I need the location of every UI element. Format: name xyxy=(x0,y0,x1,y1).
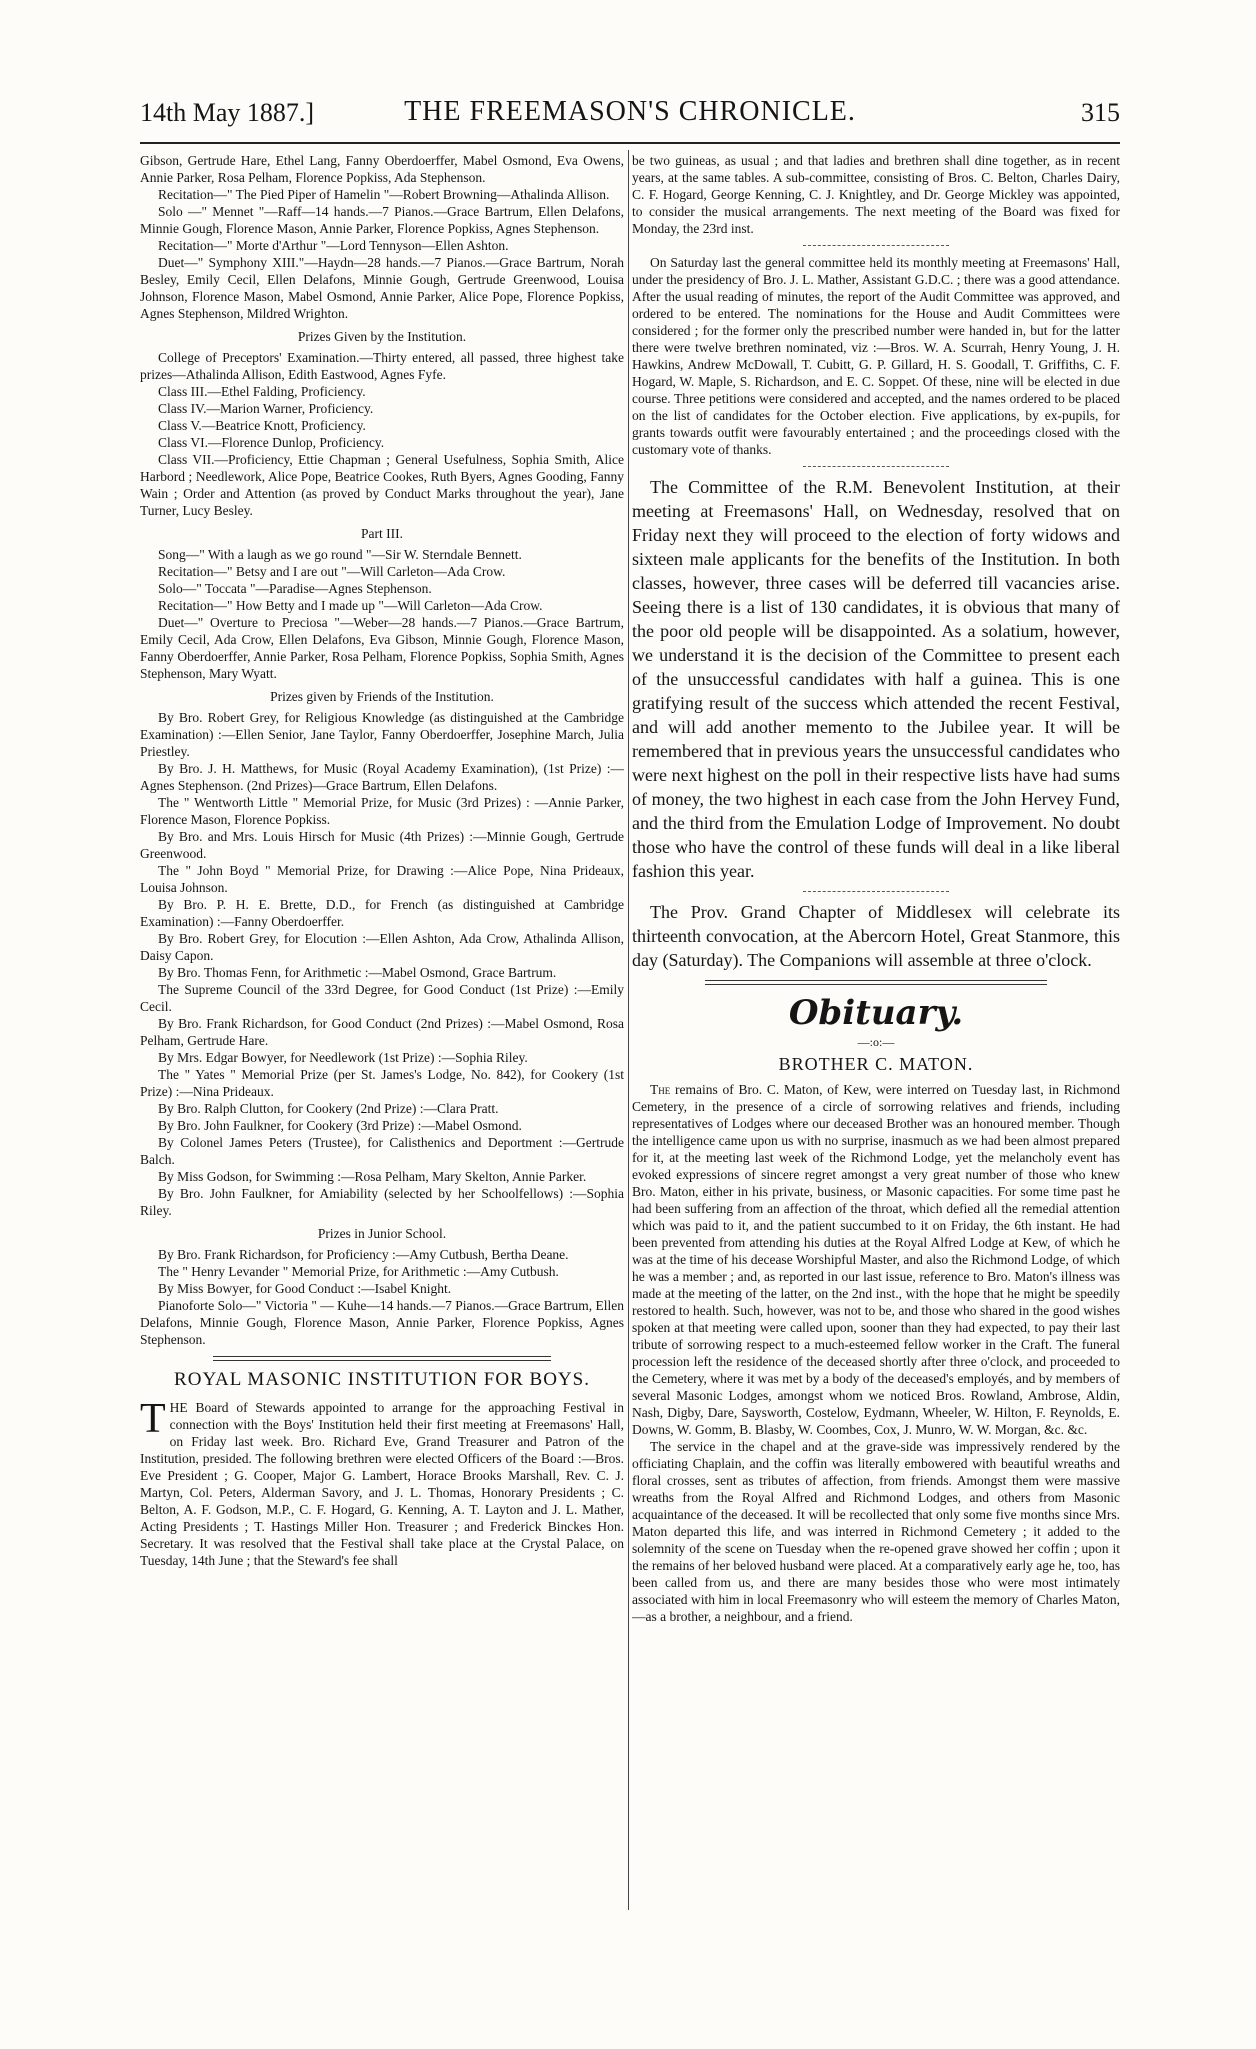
programme-item: Recitation—" The Pied Piper of Hamelin "—Robert Browning—Athalinda Allison. xyxy=(158,187,610,202)
friend-prize-item: By Mrs. Edgar Bowyer, for Needlework (1st Prize) :—Sophia Riley. xyxy=(158,1050,528,1065)
obituary-lead-word: The xyxy=(650,1082,671,1097)
prizes-heading: Prizes Given by the Institution. xyxy=(297,329,467,344)
prize-item: Class VII.—Proficiency, Ettie Chapman ; General Usefulness, Sophia Smith, Alice Harbord ; Needlework, Alice Pope, Beatrice Cookes, Ruth Byers, Agnes Gooding, Fanny Wain ; Order and Attention (as proved by Conduct Marks throughout the year), Jane Turner, Lucy Besley. xyxy=(140,452,624,518)
friend-prize-item: By Bro. John Faulkner, for Amiability (selected by her Schoolfellows) :—Sophia Riley. xyxy=(140,1186,624,1218)
obituary-paragraph xyxy=(632,1081,1120,1438)
chapter-paragraph: The Prov. Grand Chapter of Middlesex will celebrate its thirteenth convocation, at the Abercorn Hotel, Great Stanmore, this day (Saturday). The Companions will assemble at three o'clock. xyxy=(632,902,1120,970)
friend-prize-item: By Bro. Frank Richardson, for Good Conduct (2nd Prizes) :—Mabel Osmond, Rosa Pelham, Gertrude Hare. xyxy=(140,1016,624,1048)
junior-prize-item: Pianoforte Solo—" Victoria " — Kuhe—14 hands.—7 Pianos.—Grace Bartrum, Ellen Delafons, Minnie Gough, Florence Mason, Annie Parker, Florence Popkiss, Agnes Stephenson. xyxy=(140,1298,624,1347)
short-divider xyxy=(803,245,949,246)
friend-prize-item: The " Wentworth Little " Memorial Prize, for Music (3rd Prizes) : —Annie Parker, Florence Mason, Florence Popkiss. xyxy=(140,795,624,827)
performer-list: Gibson, Gertrude Hare, Ethel Lang, Fanny Oberdoerffer, Mabel Osmond, Eva Owens, Annie Parker, Rosa Pelham, Florence Popkiss, Ada Stephenson. xyxy=(140,153,624,185)
boys-institution-title: ROYAL MASONIC INSTITUTION FOR BOYS. xyxy=(174,1369,590,1390)
prize-item: Class VI.—Florence Dunlop, Proficiency. xyxy=(158,435,385,450)
programme-item: Song—" With a laugh as we go round "—Sir W. Sterndale Bennett. xyxy=(158,547,522,562)
friend-prize-item: By Bro. J. H. Matthews, for Music (Royal Academy Examination), (1st Prize) :—Agnes Stephenson. (2nd Prizes)—Grace Bartrum, Ellen Delafons. xyxy=(140,761,624,793)
short-divider xyxy=(803,466,949,467)
general-committee-paragraph: On Saturday last the general committee held its monthly meeting at Freemasons' Hall, under the presidency of Bro. J. L. Mather, Assistant G.D.C. ; there was a good attendance. After the usual reading of minutes, the report of the Audit Committee was approved, and ordered to be entered. The nominations for the House and Audit Committees were considered ; for the former only the prescribed number were handed in, but for the latter there were twelve brethren nominated, viz :—Bros. W. A. Scurrah, Henry Young, J. H. Hawkins, Andrew McDowall, T. Cubitt, G. P. Gillard, H. S. Goodall, T. Griffiths, C. F. Hogard, W. Maple, S. Richardson, and E. C. Soppet. Of these, nine will be elected in due course. Three petitions were considered and accepted, and the names ordered to be placed on the list of candidates for the October election. Five applications, by ex-pupils, for grants towards outfit were favourably entertained ; and the proceedings closed with the customary vote of thanks. xyxy=(632,255,1120,457)
junior-prize-item: The " Henry Levander " Memorial Prize, for Arithmetic :—Amy Cutbush. xyxy=(158,1264,559,1279)
friend-prize-item: The Supreme Council of the 33rd Degree, for Good Conduct (1st Prize) :—Emily Cecil. xyxy=(140,982,624,1014)
friend-prize-item: The " John Boyd " Memorial Prize, for Drawing :—Alice Pope, Nina Prideaux, Louisa Johnson. xyxy=(140,863,624,895)
prize-item: College of Preceptors' Examination.—Thirty entered, all passed, three highest take prizes—Athalinda Allison, Edith Eastwood, Agnes Fyfe. xyxy=(140,350,624,382)
drop-cap: T xyxy=(140,1396,166,1442)
boys-institution-text: HE Board of Stewards appointed to arrange for the approaching Festival in connection with the Boys' Institution held their first meeting at Freemasons' Hall, on Friday last week. Bro. Richard Eve, Grand Treasurer and Patron of the Institution, presided. The following brethren were elected Officers of the Board :—Bros. Eve President ; G. Cooper, Major G. Lambert, Horace Brooks Marshall, Rev. C. J. Martyn, Col. Peters, Alderman Savory, and J. L. Thomas, Honorary Presidents ; C. Belton, A. F. Godson, M.P., C. F. Hogard, G. Kenning, A. T. Layton and J. L. Mather, Acting Presidents ; T. Hastings Miller Hon. Treasurer ; and Frederick Binckes Hon. Secretary. It was resolved that the Festival shall take place at the Crystal Palace, on Tuesday, 14th June ; that the Steward's fee shall xyxy=(140,1400,624,1568)
junior-prize-item: By Miss Bowyer, for Good Conduct :—Isabel Knight. xyxy=(158,1281,452,1296)
friend-prize-item: By Bro. and Mrs. Louis Hirsch for Music (4th Prizes) :—Minnie Gough, Gertrude Greenwood. xyxy=(140,829,624,861)
obituary-separator: —:o:— xyxy=(857,1035,895,1049)
friend-prize-item: By Bro. Thomas Fenn, for Arithmetic :—Mabel Osmond, Grace Bartrum. xyxy=(158,965,557,980)
part-three-heading: Part III. xyxy=(361,526,403,541)
friend-prize-item: By Bro. P. H. E. Brette, D.D., for French (as distinguished at Cambridge Examination) :—Fanny Oberdoerffer. xyxy=(140,897,624,929)
benevolent-institution-paragraph: The Committee of the R.M. Benevolent Institution, at their meeting at Freemasons' Hall, on Wednesday, resolved that on Friday next they will proceed to the election of forty widows and sixteen male applicants for the benefits of the Institution. In both classes, however, three cases will be deferred till vacancies arise. Seeing there is a list of 130 candidates, it is obvious that many of the poor old people will be disappointed. As a solatium, however, we understand it is the decision of the Committee to present each of the unsuccessful candidates with half a guinea. This is one gratifying result of the success which attended the recent Festival, and will add another memento to the Jubilee year. It will be remembered that in previous years the unsuccessful candidates who were next highest on the poll in their respective lists have had sums of money, the two highest in each case from the John Hervey Fund, and the third from the Emulation Lodge of Improvement. No doubt those who have the control of these funds will deal in a like liberal fashion this year. xyxy=(632,477,1120,881)
publication-title: THE FREEMASON'S CHRONICLE. xyxy=(404,96,856,127)
short-divider xyxy=(803,891,949,892)
junior-prizes-heading: Prizes in Junior School. xyxy=(317,1226,447,1241)
obituary-text: remains of Bro. C. Maton, of Kew, were interred on Tuesday last, in Richmond Cemetery, in the presence of a circle of sorrowing relatives and friends, including representatives of Lodges where our deceased Brother was an honoured member. Though the intelligence came upon us with no surprise, inasmuch as we had been almost prepared for it, at the meeting last week of the Richmond Lodge, yet the melancholy event has evoked expressions of sincere regret amongst a very great number of those who knew Bro. Maton, either in his private, business, or Masonic capacities. For some time past he had been suffering from an affection of the throat, which defied all the remedial attention which was paid to it, and the patient succumbed to it on Friday, the 6th instant. He had been prevented from attending his duties at the Royal Alfred Lodge at Kew, of which he was at the time of his decease Worshipful Master, and also the Richmond Lodge, of which he was a member ; and, as reported in our last issue, reference to Bro. Maton's illness was made at the meeting of the latter, on the 2nd inst., with the hope that he might be speedily restored to health. Such, however, was not to be, and those who shared in the good wishes spoken at that meeting were called upon, sooner than they had expected, to pay their last tribute of sorrowing respect to a much-esteemed fellow worker in the Craft. The funeral procession left the residence of the deceased shortly after three o'clock, and proceeded to the Cemetery, where it was met by a body of the deceased's employés, and by members of several Masonic Lodges, amongst whom we noticed Bros. Rowland, Ambrose, Aldin, Nash, Digby, Dare, Saysworth, Costelow, Eydmann, Wheeler, W. Hilton, F. Reynolds, E. Downs, W. Gomm, B. Blasby, W. Coombes, Cox, J. Munro, W. W. Morgan, &c. &c. xyxy=(632,1082,1120,1437)
obituary-title: Obituary. xyxy=(788,993,964,1033)
junior-prize-item: By Bro. Frank Richardson, for Proficiency :—Amy Cutbush, Bertha Deane. xyxy=(158,1247,569,1262)
friend-prize-item: By Bro. Ralph Clutton, for Cookery (2nd Prize) :—Clara Pratt. xyxy=(158,1101,499,1116)
column-divider xyxy=(628,150,629,1910)
boys-institution-paragraph xyxy=(140,1396,624,1569)
programme-item: Duet—" Overture to Preciosa "—Weber—28 hands.—7 Pianos.—Grace Bartrum, Emily Cecil, Ada Crow, Ellen Delafons, Eva Gibson, Minnie Gough, Florence Mason, Fanny Oberdoerffer, Annie Parker, Rosa Pelham, Florence Popkiss, Sophia Smith, Agnes Stephenson, Mary Wyatt. xyxy=(140,615,624,681)
programme-item: Recitation—" Morte d'Arthur "—Lord Tennyson—Ellen Ashton. xyxy=(158,238,509,253)
programme-item: Recitation—" How Betty and I made up "—Will Carleton—Ada Crow. xyxy=(158,598,543,613)
right-column xyxy=(632,152,1120,1912)
header-rule xyxy=(140,142,1120,144)
obituary-subtitle: BROTHER C. MATON. xyxy=(778,1054,974,1074)
prize-item: Class III.—Ethel Falding, Proficiency. xyxy=(158,384,366,399)
left-column xyxy=(140,152,624,1912)
section-divider xyxy=(213,1356,552,1361)
programme-item: Recitation—" Betsy and I are out "—Will Carleton—Ada Crow. xyxy=(158,564,506,579)
programme-item: Duet—" Symphony XIII."—Haydn—28 hands.—7 Pianos.—Grace Bartrum, Norah Besley, Emily Cecil, Ellen Delafons, Minnie Gough, Gertrude Greenwood, Louisa Johnson, Florence Mason, Mabel Osmond, Annie Parker, Alice Pope, Florence Popkiss, Agnes Stephenson, Mildred Wrighton. xyxy=(140,255,624,321)
section-divider xyxy=(705,980,1047,985)
programme-item: Solo—" Toccata "—Paradise—Agnes Stephenson. xyxy=(158,581,432,596)
friend-prize-item: By Bro. Robert Grey, for Religious Knowledge (as distinguished at the Cambridge Examination) :—Ellen Senior, Jane Taylor, Fanny Oberdoerffer, Josephine March, Julia Priestley. xyxy=(140,710,624,759)
friend-prize-item: By Bro. John Faulkner, for Cookery (3rd Prize) :—Mabel Osmond. xyxy=(158,1118,522,1133)
friend-prize-item: By Colonel James Peters (Trustee), for Calisthenics and Deportment :—Gertrude Balch. xyxy=(140,1135,624,1167)
prize-item: Class V.—Beatrice Knott, Proficiency. xyxy=(158,418,366,433)
friend-prize-item: The " Yates " Memorial Prize (per St. James's Lodge, No. 842), for Cookery (1st Prize) :—Nina Prideaux. xyxy=(140,1067,624,1099)
page-header xyxy=(140,92,1120,132)
obituary-paragraph-2: The service in the chapel and at the grave-side was impressively rendered by the officiating Chaplain, and the coffin was literally embowered with beautiful wreaths and floral crosses, sent as tributes of affection, from friends. Amongst them were massive wreaths from the Royal Alfred and Richmond Lodges, and others from Masonic acquaintance of the deceased. It will be recollected that only some five months since Mrs. Maton departed this life, and was interred in Richmond Cemetery ; it added to the solemnity of the scene on Tuesday when the re-opened grave showed her coffin ; upon it the remains of her beloved husband were placed. At a comparatively early age he, too, has been called from us, and there are many besides those who were most intimately associated with him in local Freemasonry who will esteem the memory of Charles Maton,—as a brother, a neighbour, and a friend. xyxy=(632,1439,1120,1624)
friend-prize-item: By Miss Godson, for Swimming :—Rosa Pelham, Mary Skelton, Annie Parker. xyxy=(158,1169,587,1184)
boys-institution-continued: be two guineas, as usual ; and that ladies and brethren shall dine together, as in recent years, at the same tables. A sub-committee, consisting of Bros. C. Belton, Charles Dairy, C. F. Hogard, George Kenning, C. J. Knightley, and Dr. George Mickley was appointed, to consider the musical arrangements. The next meeting of the Board was fixed for Monday, the 23rd inst. xyxy=(632,153,1120,236)
page-number: 315 xyxy=(1081,98,1120,127)
prize-item: Class IV.—Marion Warner, Proficiency. xyxy=(158,401,374,416)
friend-prize-item: By Bro. Robert Grey, for Elocution :—Ellen Ashton, Ada Crow, Athalinda Allison, Daisy Capon. xyxy=(140,931,624,963)
issue-date: 14th May 1887.] xyxy=(140,98,315,127)
programme-item: Solo —" Mennet "—Raff—14 hands.—7 Pianos.—Grace Bartrum, Ellen Delafons, Minnie Gough, Florence Mason, Annie Parker, Florence Popkiss, Agnes Stephenson. xyxy=(140,204,624,236)
friends-prizes-heading: Prizes given by Friends of the Institution. xyxy=(270,689,494,704)
